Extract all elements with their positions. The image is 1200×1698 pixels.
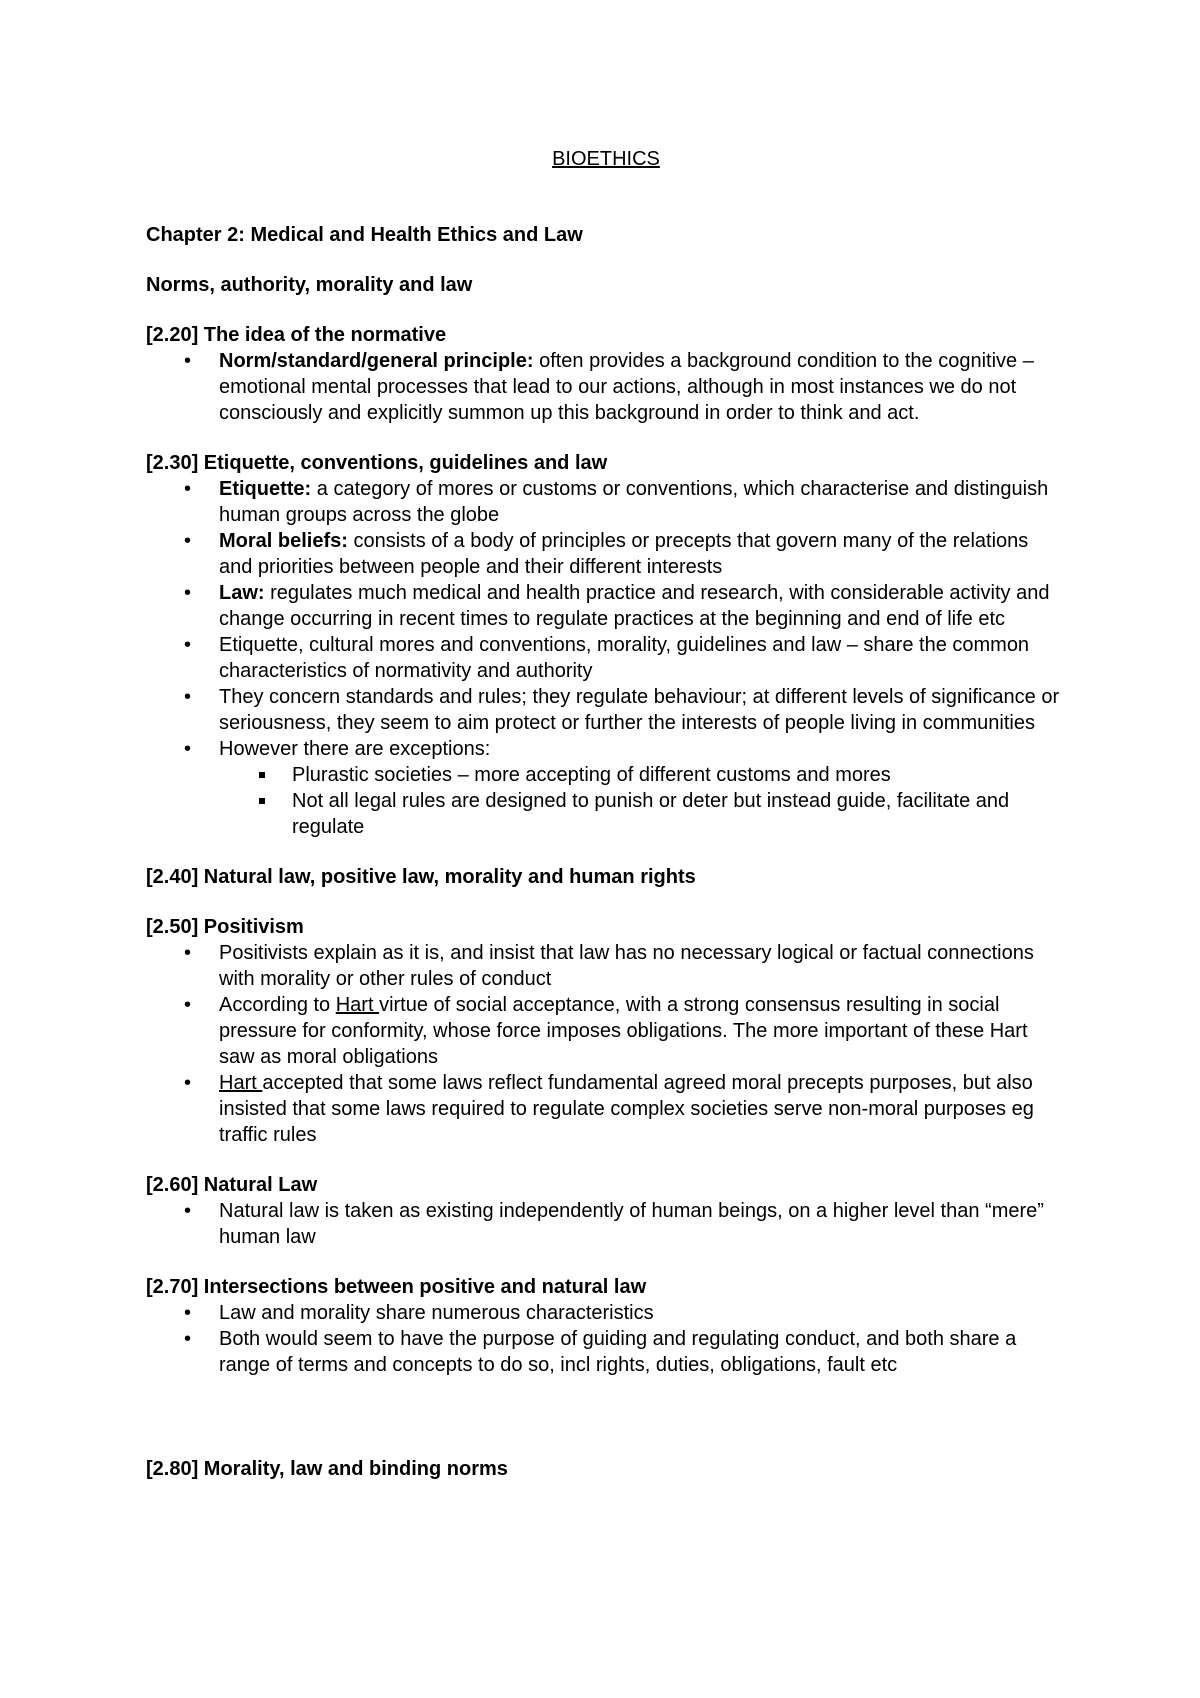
section-heading-2-30: [2.30] Etiquette, conventions, guidelines and law bbox=[146, 452, 608, 474]
list-item: • Law and morality share numerous characteristics bbox=[146, 1300, 1066, 1326]
hart-reference: Hart bbox=[335, 994, 380, 1016]
list-item: • Both would seem to have the purpose of guiding and regulating conduct, and both share a range of terms and concepts to do so, incl rights, duties, obligations, fault etc bbox=[146, 1326, 1066, 1378]
list-item-text: accepted that some laws reflect fundamental agreed moral precepts purposes, but also insisted that some laws required to regulate complex societies serve non-moral purposes eg traffic rules bbox=[219, 1072, 1034, 1146]
section-heading-2-50: [2.50] Positivism bbox=[146, 916, 304, 938]
list-2-50 bbox=[146, 940, 1066, 1148]
list-item: • They concern standards and rules; they regulate behaviour; at different levels of significance or seriousness, they seem to aim protect or further the interests of people living in communities bbox=[146, 684, 1066, 736]
list-2-70 bbox=[146, 1300, 1066, 1378]
list-item: • Positivists explain as it is, and insist that law has no necessary logical or factual connections with morality or other rules of conduct bbox=[146, 940, 1066, 992]
list-2-30 bbox=[146, 476, 1066, 840]
list-item bbox=[146, 348, 1066, 426]
list-item bbox=[146, 1070, 1066, 1148]
section-heading-2-60: [2.60] Natural Law bbox=[146, 1174, 318, 1196]
document-title: BIOETHICS bbox=[552, 148, 660, 170]
term: Etiquette: bbox=[219, 478, 312, 500]
list-item-text: According to bbox=[219, 994, 336, 1016]
term: Law: bbox=[219, 582, 265, 604]
list-item bbox=[146, 992, 1066, 1070]
list-item: • Natural law is taken as existing independently of human beings, on a higher level than “mere” human law bbox=[146, 1198, 1066, 1250]
definition: often provides a background condition to the cognitive – emotional mental processes that lead to our actions, although in most instances we do not consciously and explicitly summon up this background in order to think and act. bbox=[219, 350, 1034, 424]
list-item: • Etiquette, cultural mores and conventions, morality, guidelines and law – share the common characteristics of normativity and authority bbox=[146, 632, 1066, 684]
list-item-text: However there are exceptions: bbox=[219, 738, 491, 760]
list-2-20 bbox=[146, 348, 1066, 426]
term: Moral beliefs: bbox=[219, 530, 348, 552]
hart-reference: Hart bbox=[219, 1072, 263, 1094]
section-heading-2-80: [2.80] Morality, law and binding norms bbox=[146, 1458, 508, 1480]
sub-list-item: Plurastic societies – more accepting of different customs and mores bbox=[219, 762, 1066, 788]
list-2-60 bbox=[146, 1198, 1066, 1250]
definition: regulates much medical and health practice and research, with considerable activity and change occurring in recent times to regulate practices at the beginning and end of life etc bbox=[219, 582, 1050, 630]
section-heading-2-40: [2.40] Natural law, positive law, morality and human rights bbox=[146, 866, 696, 888]
chapter-heading: Chapter 2: Medical and Health Ethics and Law bbox=[146, 224, 583, 246]
list-item-text: virtue of social acceptance, with a strong consensus resulting in social pressure for conformity, whose force imposes obligations. The more important of these Hart saw as moral obligations bbox=[219, 994, 1028, 1068]
term: Norm/standard/general principle: bbox=[219, 350, 534, 372]
sub-list bbox=[219, 762, 1066, 840]
section-heading-norms: Norms, authority, morality and law bbox=[146, 274, 473, 296]
definition: consists of a body of principles or precepts that govern many of the relations and priorities between people and their different interests bbox=[219, 530, 1029, 578]
list-item bbox=[146, 580, 1066, 632]
section-heading-2-70: [2.70] Intersections between positive and natural law bbox=[146, 1276, 647, 1298]
list-item bbox=[146, 476, 1066, 528]
sub-list-item: Not all legal rules are designed to punish or deter but instead guide, facilitate and regulate bbox=[219, 788, 1066, 840]
definition: a category of mores or customs or conventions, which characterise and distinguish human groups across the globe bbox=[219, 478, 1049, 526]
list-item bbox=[146, 528, 1066, 580]
list-item bbox=[146, 736, 1066, 840]
section-heading-2-20: [2.20] The idea of the normative bbox=[146, 324, 447, 346]
document-page bbox=[146, 146, 1066, 1482]
